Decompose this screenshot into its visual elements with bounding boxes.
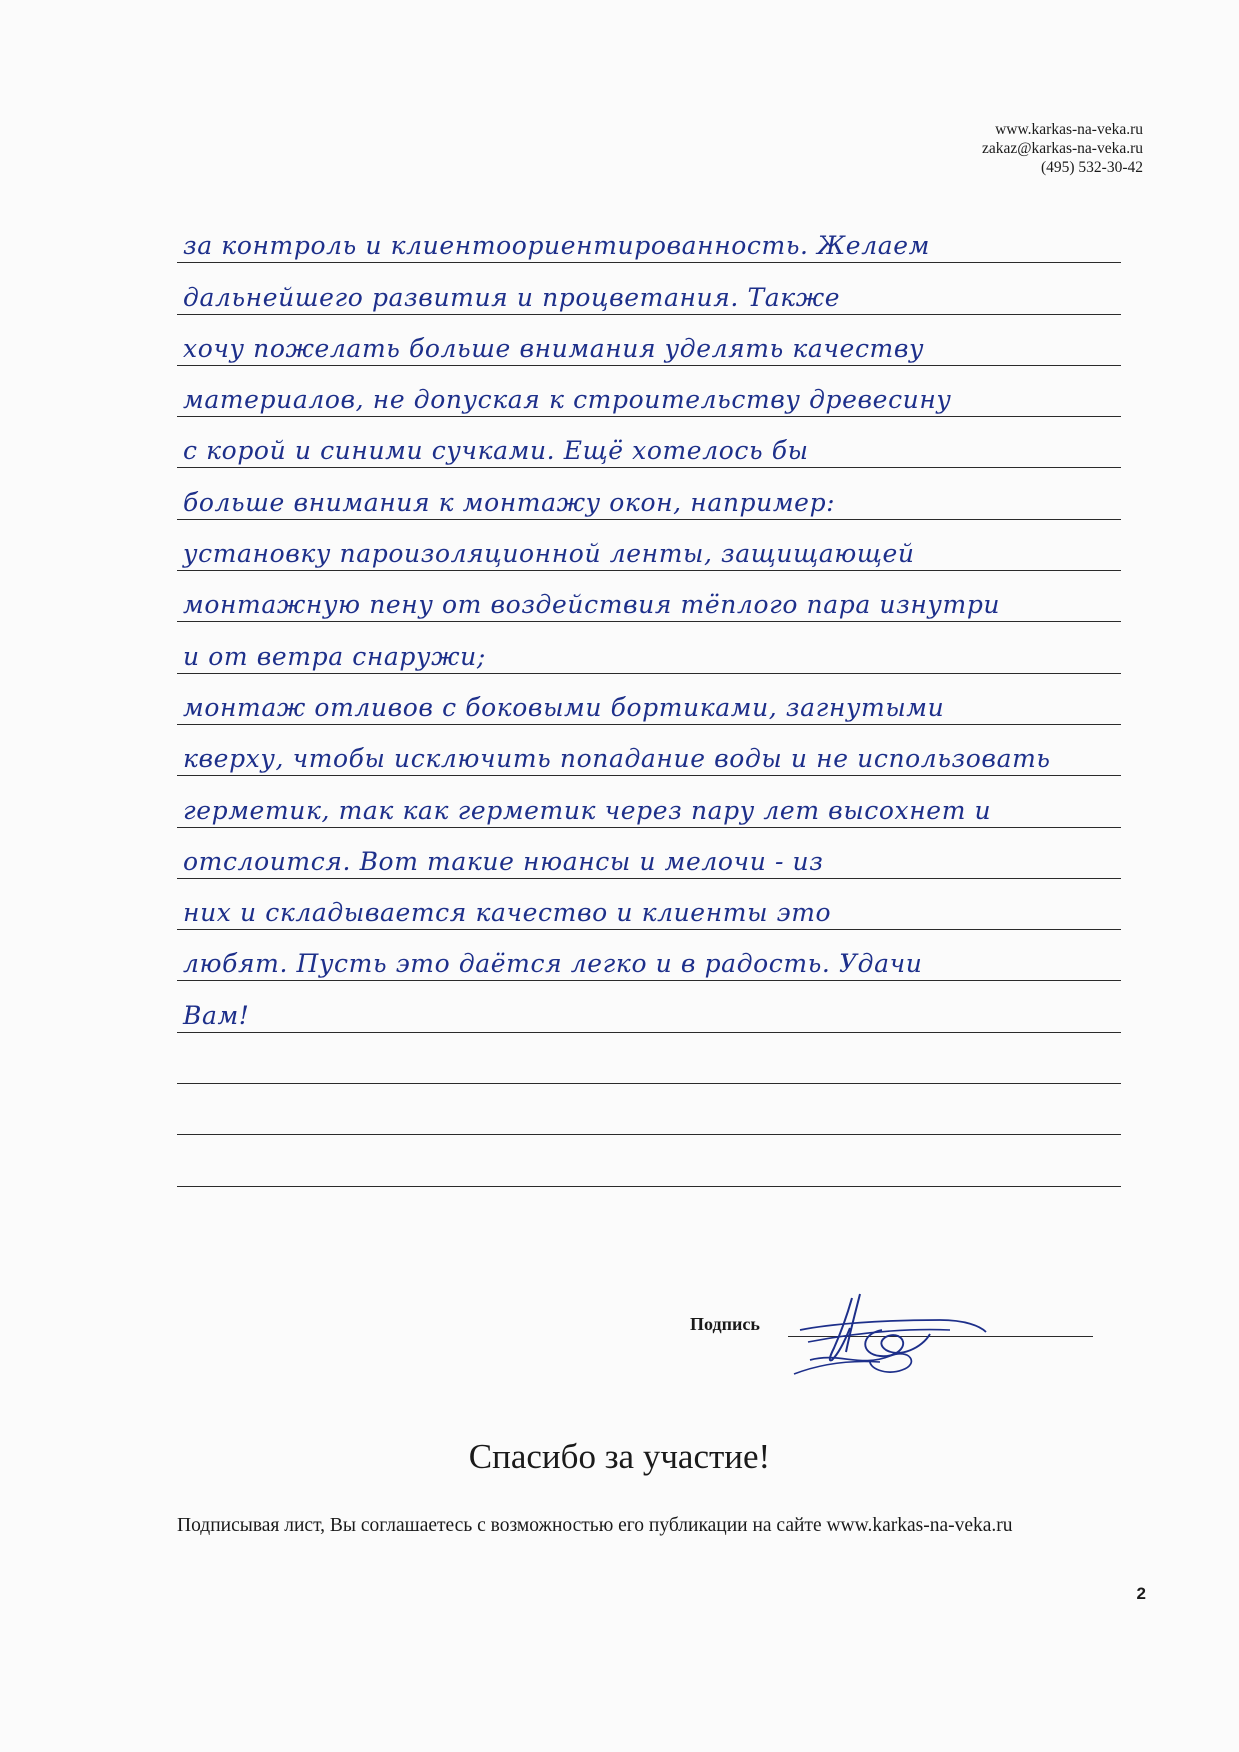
- ruled-line: [177, 1084, 1121, 1135]
- ruled-line: [177, 1135, 1121, 1186]
- ruled-line: [177, 315, 1121, 366]
- email-text: zakaz@karkas-na-veka.ru: [982, 140, 1143, 157]
- ruled-lines-area: [177, 212, 1121, 1187]
- handwritten-line-text: любят. Пусть это даётся легко и в радость. Удачи: [183, 949, 923, 979]
- handwritten-line-text: больше внимания к монтажу окон, например:: [183, 487, 836, 517]
- ruled-line: [177, 1033, 1121, 1084]
- handwritten-line-text: с корой и синими сучками. Ещё хотелось бы: [183, 436, 809, 466]
- handwritten-signature: [790, 1290, 990, 1385]
- handwritten-line-text: хочу пожелать больше внимания уделять качеству: [183, 333, 925, 363]
- handwritten-line-text: кверху, чтобы исключить попадание воды и не использовать: [183, 744, 1051, 774]
- handwritten-line-text: герметик, так как герметик через пару лет высохнет и: [183, 795, 992, 825]
- handwritten-line-text: монтажную пену от воздействия тёплого пара изнутри: [183, 590, 1001, 620]
- ruled-line: [177, 725, 1121, 776]
- handwritten-line-text: и от ветра снаружи;: [183, 641, 486, 671]
- ruled-line: [177, 776, 1121, 827]
- handwritten-line-text: установку пароизоляционной ленты, защищающей: [183, 539, 915, 569]
- ruled-line: [177, 879, 1121, 930]
- ruled-line: [177, 571, 1121, 622]
- consent-text: Подписывая лист, Вы соглашаетесь с возможностью его публикации на сайте www.karkas-na-veka.ru: [177, 1515, 1013, 1536]
- contact-block: [982, 120, 1143, 177]
- handwritten-line-text: монтаж отливов с боковыми бортиками, загнутыми: [183, 692, 945, 722]
- ruled-line: [177, 520, 1121, 571]
- ruled-line: [177, 212, 1121, 263]
- ruled-line: [177, 417, 1121, 468]
- page-number: 2: [1136, 1584, 1146, 1603]
- signature-block: [690, 1290, 1095, 1385]
- ruled-line: [177, 981, 1121, 1032]
- ruled-line: [177, 263, 1121, 314]
- ruled-line: [177, 828, 1121, 879]
- ruled-line: [177, 622, 1121, 673]
- signature-label: Подпись: [690, 1314, 760, 1334]
- ruled-line: [177, 468, 1121, 519]
- handwritten-line-text: Вам!: [183, 1000, 250, 1030]
- website-text: www.karkas-na-veka.ru: [995, 121, 1143, 138]
- phone-text: (495) 532-30-42: [1040, 159, 1143, 176]
- thanks-heading: Спасибо за участие!: [468, 1437, 771, 1476]
- ruled-line: [177, 674, 1121, 725]
- handwritten-line-text: дальнейшего развития и процветания. Также: [183, 282, 841, 312]
- handwritten-line-text: них и складывается качество и клиенты это: [183, 898, 832, 928]
- handwritten-line-text: отслоится. Вот такие нюансы и мелочи - из: [183, 846, 824, 876]
- ruled-line: [177, 930, 1121, 981]
- ruled-line: [177, 366, 1121, 417]
- handwritten-line-text: за контроль и клиентоориентированность. Желаем: [183, 231, 930, 261]
- handwritten-line-text: материалов, не допуская к строительству древесину: [183, 385, 952, 415]
